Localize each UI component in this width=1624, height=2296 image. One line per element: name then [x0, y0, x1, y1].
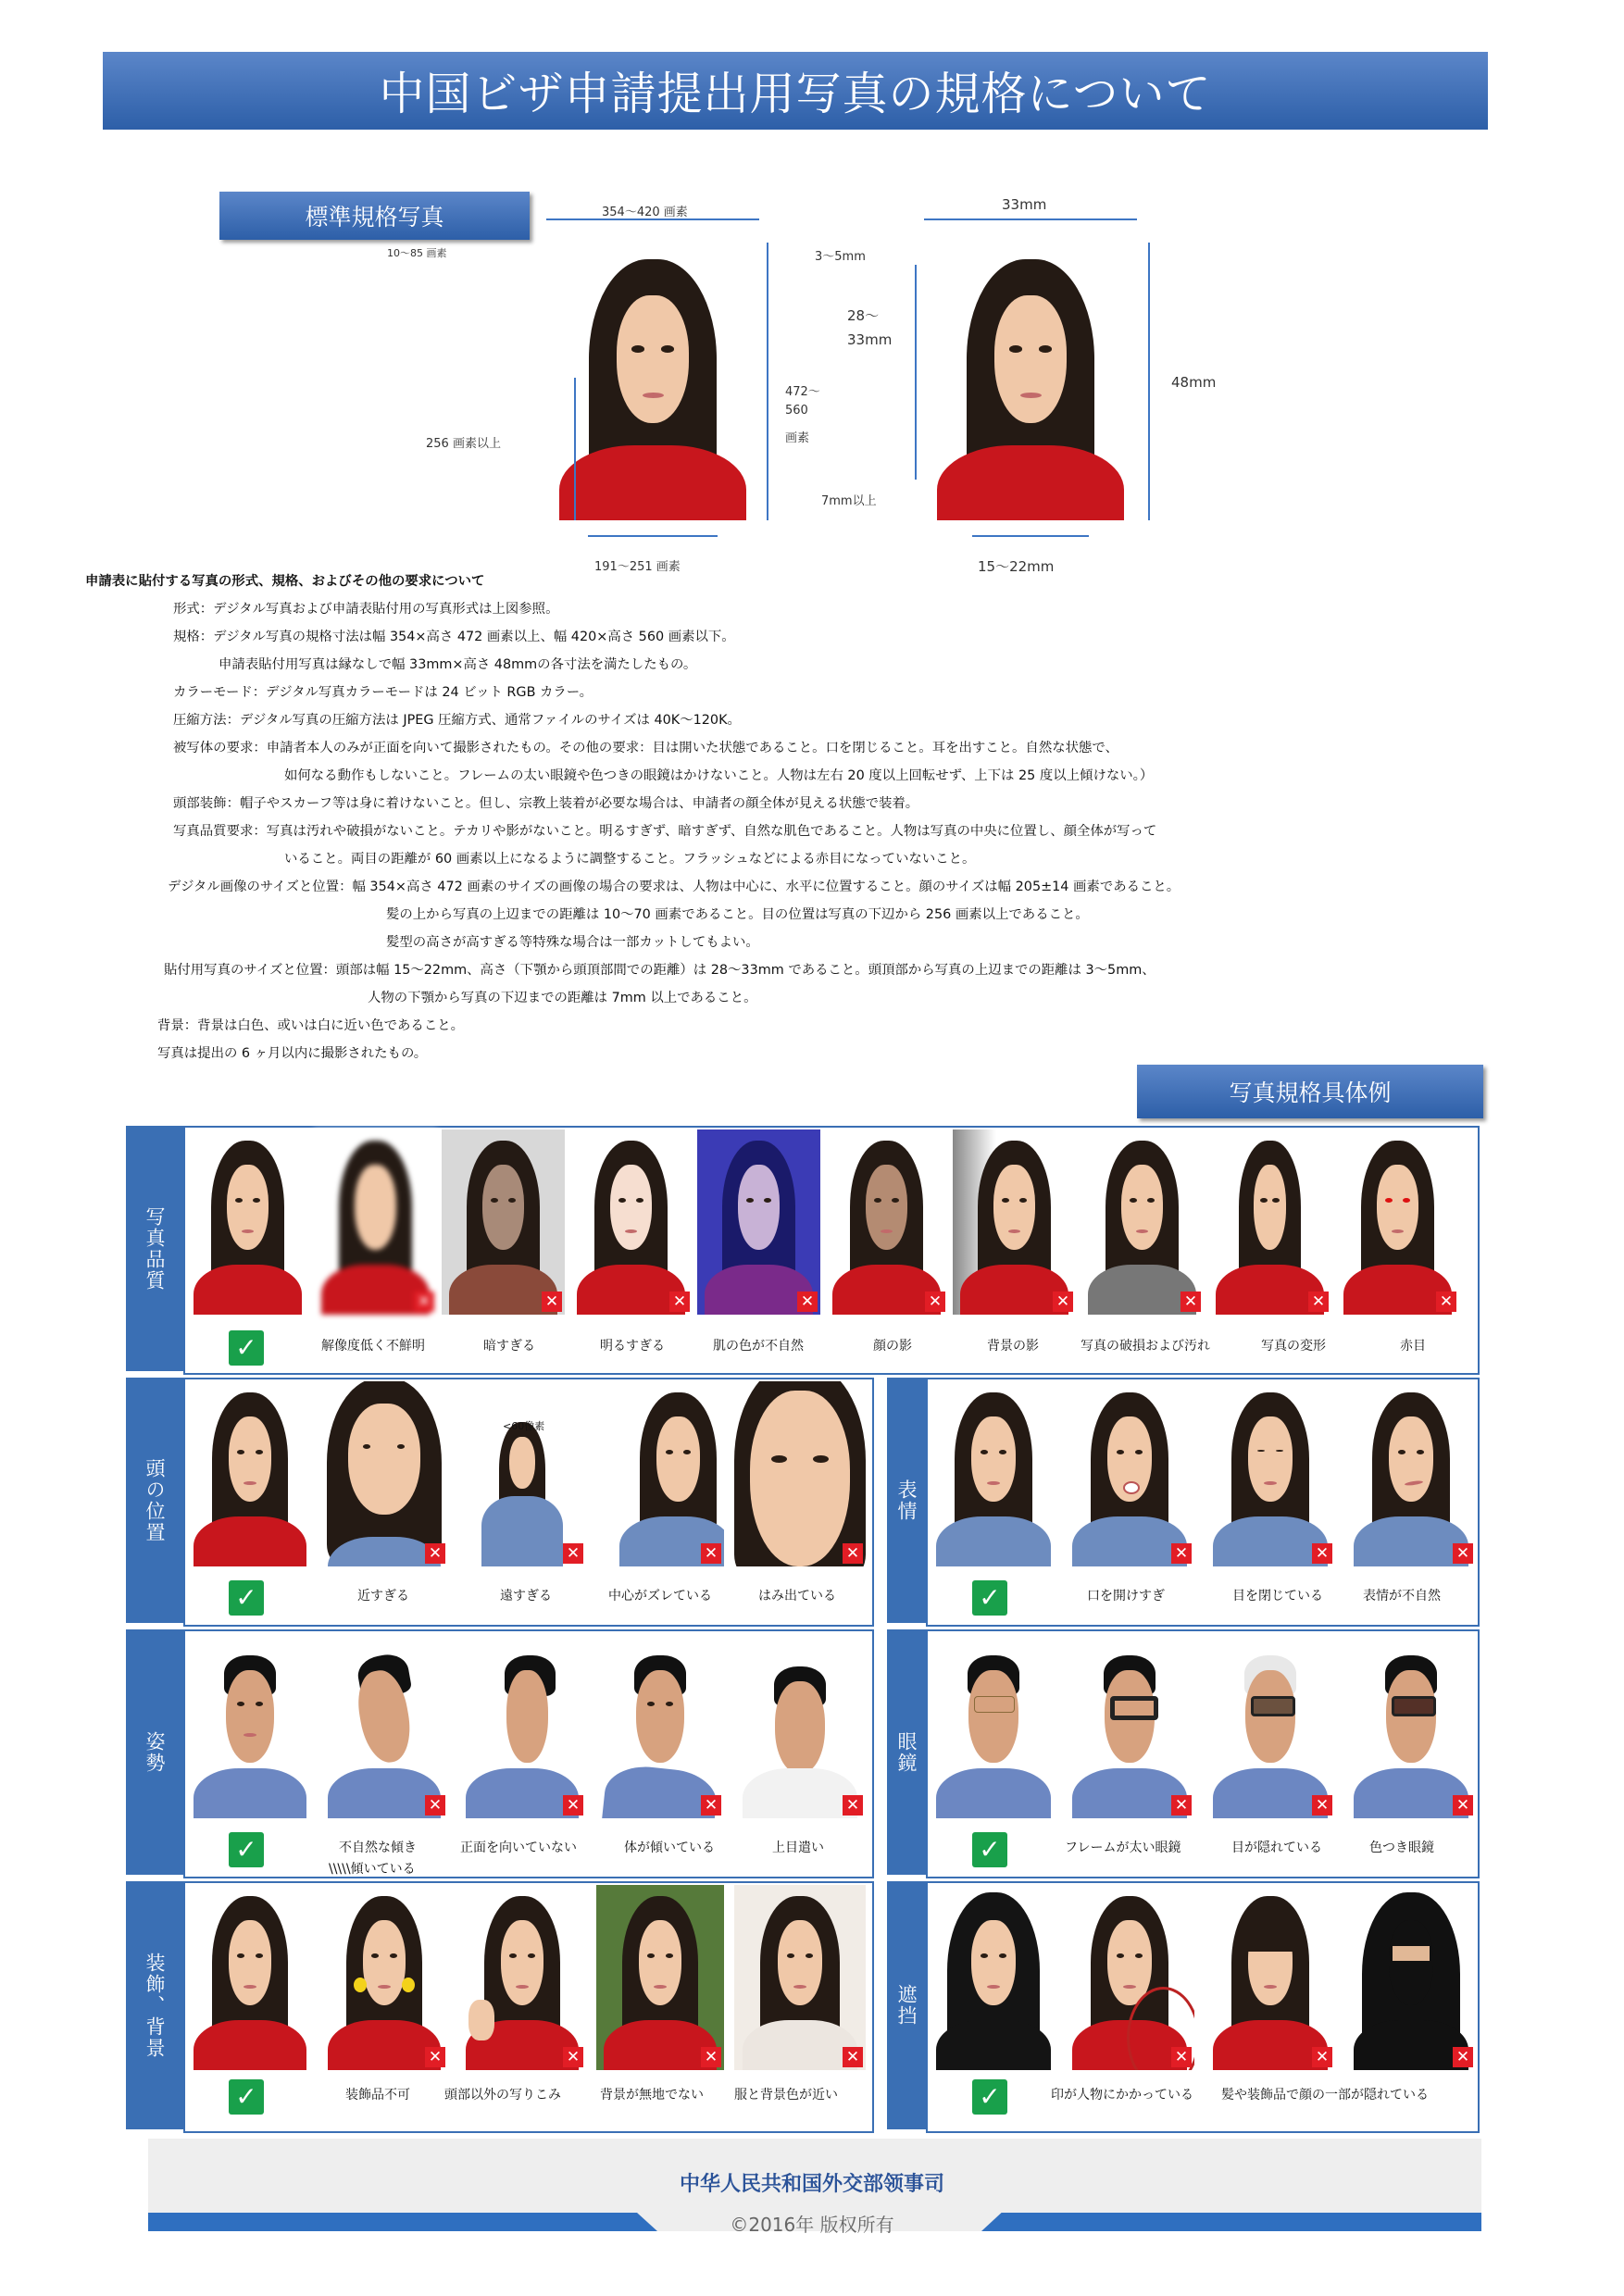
expression-label: 表情 [887, 1378, 926, 1623]
ng-mark-icon: ✕ [425, 1795, 445, 1816]
ng-mark-icon: ✕ [1436, 1292, 1456, 1312]
ng-mark-icon: ✕ [563, 1543, 583, 1564]
example-photo [697, 1129, 820, 1315]
spec-line: 如何なる動作もしないこと。フレームの太い眼鏡や色つきの眼鏡はかけないこと。人物は左右 20 度以上回転せず、上下は 25 度以上傾けない。） [284, 768, 1154, 783]
example-photo-ok [186, 1633, 314, 1818]
ng-mark-icon: ✕ [701, 2047, 721, 2067]
ok-check-icon: ✓ [972, 2079, 1007, 2115]
example-photo [1081, 1129, 1204, 1315]
example-photo [1346, 1885, 1476, 2070]
example-photo [458, 1381, 586, 1566]
dim-head-b: 33mm [847, 331, 893, 348]
example-photo [825, 1129, 948, 1315]
caption: 不自然な傾き [339, 1841, 417, 1855]
dim-top-mm: 3～5mm [815, 250, 866, 264]
example-photo [596, 1885, 724, 2070]
spec-line: 頭部装飾：帽子やスカーフ等は身に着けないこと。但し、宗教上装着が必要な場合は、申請者の顔全体が見える状態で装着。 [173, 796, 919, 811]
example-photo [1346, 1381, 1476, 1566]
spec-line: 貼付用写真のサイズと位置：頭部は幅 15～22mm、高さ（下顎から頭頂部間での距離）は 28～33mm であること。頭頂部から写真の上辺までの距離は 3～5mm、 [164, 963, 1156, 978]
caption: 赤目 [1400, 1339, 1426, 1354]
dim-line [972, 535, 1089, 537]
caption: 体が傾いている [624, 1841, 715, 1855]
caption: 解像度低く不鮮明 [321, 1339, 425, 1354]
ok-check-icon: ✓ [229, 2079, 264, 2115]
spec-line: 圧縮方法：デジタル写真の圧縮方法は JPEG 圧縮方式、通常ファイルのサイズは 40K～120K。 [173, 713, 741, 728]
example-photo [1336, 1129, 1459, 1315]
dim-face-width-pixels: 191～251 画素 [594, 560, 681, 574]
example-photo [442, 1129, 565, 1315]
example-photo [1065, 1633, 1194, 1818]
caption: フレームが太い眼鏡 [1065, 1841, 1181, 1855]
quality-label: 写真品質 [126, 1126, 183, 1371]
example-photo [1206, 1633, 1335, 1818]
ng-mark-icon: ✕ [669, 1292, 690, 1312]
footer-copyright: ©2016年 版权所有 [730, 2214, 894, 2236]
example-photo [320, 1633, 448, 1818]
spec-line: 人物の下顎から写真の下辺までの距離は 7mm 以上であること。 [368, 991, 757, 1005]
ok-check-icon: ✓ [229, 1330, 264, 1366]
glasses-label: 眼鏡 [887, 1629, 926, 1875]
ng-mark-icon: ✕ [1053, 1292, 1073, 1312]
example-photo-ok [929, 1381, 1058, 1566]
standard-photo-pixels [546, 243, 759, 520]
ng-mark-icon: ✕ [1181, 1292, 1201, 1312]
dim-chin-mm: 7mm以上 [821, 494, 877, 508]
example-photo [1206, 1381, 1335, 1566]
dim-line [924, 218, 1137, 220]
standard-photo-mm [924, 243, 1137, 520]
dim-width-mm: 33mm [1002, 196, 1047, 213]
head-position-label: 頭の位置 [126, 1378, 183, 1623]
caption: 口を開けすぎ [1087, 1589, 1165, 1603]
example-photo [1065, 1885, 1194, 2070]
ng-mark-icon: ✕ [425, 2047, 445, 2067]
caption: 肌の色が不自然 [713, 1339, 804, 1354]
spec-line: 写真品質要求：写真は汚れや破損がないこと。テカリや影がないこと。明るすぎず、暗すぎず、自然な肌色であること。人物は写真の中央に位置し、顔全体が写って [173, 824, 1157, 839]
ng-mark-icon: ✕ [797, 1292, 818, 1312]
decoration-label: 装飾、背景 [126, 1881, 183, 2129]
ng-mark-icon: ✕ [1171, 2047, 1192, 2067]
ng-mark-icon: ✕ [1171, 1543, 1192, 1564]
example-photo [1346, 1633, 1476, 1818]
ng-mark-icon: ✕ [843, 1795, 863, 1816]
caption: 目を閉じている [1232, 1589, 1323, 1603]
caption: 印が人物にかかっている [1051, 2088, 1193, 2103]
example-photo-ok [929, 1633, 1058, 1818]
example-photo [1208, 1129, 1331, 1315]
spec-line: 髪の上から写真の上辺までの距離は 10～70 画素であること。目の位置は写真の下辺から 256 画素以上であること。 [386, 907, 1089, 922]
ng-mark-icon: ✕ [925, 1292, 945, 1312]
ng-mark-icon: ✕ [425, 1543, 445, 1564]
spec-line: 髪型の高さが高すぎる等特殊な場合は一部カットしてもよい。 [386, 935, 759, 950]
caption: 頭部以外の写りこみ [444, 2088, 561, 2103]
caption: 目が隠れている [1231, 1841, 1322, 1855]
ng-mark-icon: ✕ [563, 2047, 583, 2067]
example-photo [953, 1129, 1076, 1315]
dim-eye-pixels: 256 画素以上 [426, 437, 501, 451]
ok-check-icon: ✓ [229, 1832, 264, 1867]
ng-mark-icon: ✕ [1171, 1795, 1192, 1816]
caption: 中心がズレている [608, 1589, 712, 1603]
caption: はみ出ている [758, 1589, 836, 1603]
ng-mark-icon: ✕ [1312, 2047, 1332, 2067]
occlusion-label: 遮挡 [887, 1881, 926, 2129]
example-photo [596, 1633, 724, 1818]
caption: 明るすぎる [600, 1339, 665, 1354]
caption: 服と背景色が近い [734, 2088, 838, 2103]
caption: 上目遣い [772, 1841, 824, 1855]
ok-check-icon: ✓ [972, 1832, 1007, 1867]
spec-line: 形式：デジタル写真および申請表貼付用の写真形式は上図参照。 [173, 602, 559, 617]
example-photo [314, 1129, 437, 1315]
ng-mark-icon: ✕ [1312, 1795, 1332, 1816]
example-photo [320, 1885, 448, 2070]
eye-distance-note: <60像素 [503, 1420, 545, 1432]
example-photo [1065, 1381, 1194, 1566]
example-photo-ok [186, 1885, 314, 2070]
dim-line [767, 243, 768, 520]
dim-top-pixels: 10～85 画素 [387, 247, 447, 259]
caption-extra: \\\\\傾いている [329, 1862, 416, 1877]
spec-heading: 申請表に貼付する写真の形式、規格、およびその他の要求について [85, 574, 485, 589]
ng-mark-icon: ✕ [1312, 1543, 1332, 1564]
caption: 近すぎる [357, 1589, 409, 1603]
caption: 表情が不自然 [1363, 1589, 1441, 1603]
example-photo [734, 1633, 866, 1818]
page-title: 中国ビザ申請提出用写真の規格について [103, 52, 1488, 130]
example-photo-ok [929, 1885, 1058, 2070]
ok-check-icon: ✓ [229, 1580, 264, 1616]
example-photo [734, 1381, 866, 1566]
caption: 遠すぎる [500, 1589, 552, 1603]
dim-height-c: 画素 [785, 431, 810, 445]
spec-line: 申請表貼付用写真は縁なしで幅 33mm×高さ 48mmの各寸法を満たしたもの。 [219, 657, 697, 672]
standard-photo-label: 標準規格写真 [219, 192, 530, 240]
posture-label: 姿勢 [126, 1629, 183, 1875]
dim-height-a: 472～ [785, 385, 820, 399]
caption: 髪や装飾品で顔の一部が隠れている [1221, 2088, 1429, 2103]
example-photo [734, 1885, 866, 2070]
caption: 背景の影 [987, 1339, 1039, 1354]
caption: 写真の破損および汚れ [1081, 1339, 1210, 1354]
spec-line: デジタル画像のサイズと位置：幅 354×高さ 472 画素のサイズの画像の場合の要求は、人物は中心に、水平に位置すること。顔のサイズは幅 205±14 画素であること。 [168, 880, 1181, 894]
ng-mark-icon: ✕ [542, 1292, 562, 1312]
ng-mark-icon: ✕ [1308, 1292, 1329, 1312]
ng-mark-icon: ✕ [414, 1292, 434, 1312]
ng-mark-icon: ✕ [1453, 1543, 1473, 1564]
caption: 顔の影 [873, 1339, 912, 1354]
ng-mark-icon: ✕ [1453, 2047, 1473, 2067]
spec-line: いること。両目の距離が 60 画素以上になるように調整すること。フラッシュなどによる赤目になっていないこと。 [284, 852, 976, 867]
ng-mark-icon: ✕ [701, 1543, 721, 1564]
dim-head-a: 28～ [847, 307, 880, 324]
dim-face-width-mm: 15～22mm [978, 558, 1055, 575]
example-photo [569, 1129, 693, 1315]
ng-mark-icon: ✕ [563, 1795, 583, 1816]
dim-height-b: 560 [785, 404, 808, 418]
example-photo [596, 1381, 724, 1566]
spec-line: 被写体の要求：申請者本人のみが正面を向いて撮影されたもの。その他の要求：目は開いた状態であること。口を閉じること。耳を出すこと。自然な状態で、 [173, 741, 1118, 755]
spec-line: 背景：背景は白色、或いは白に近い色であること。 [157, 1018, 464, 1033]
caption: 暗すぎる [483, 1339, 535, 1354]
dim-line [574, 378, 576, 520]
ok-check-icon: ✓ [972, 1580, 1007, 1616]
dim-line [1148, 243, 1150, 520]
ng-mark-icon: ✕ [1453, 1795, 1473, 1816]
ng-mark-icon: ✕ [843, 1543, 863, 1564]
caption: 色つき眼鏡 [1369, 1841, 1434, 1855]
caption: 写真の変形 [1261, 1339, 1326, 1354]
example-photo-ok [186, 1381, 314, 1566]
dim-line [915, 265, 917, 480]
ng-mark-icon: ✕ [701, 1795, 721, 1816]
examples-label: 写真規格具体例 [1137, 1065, 1483, 1118]
caption: 装飾品不可 [345, 2088, 410, 2103]
spec-line: カラーモード：デジタル写真カラーモードは 24 ビット RGB カラー。 [173, 685, 593, 700]
example-photo [458, 1633, 586, 1818]
spec-line: 規格：デジタル写真の規格寸法は幅 354×高さ 472 画素以上、幅 420×高さ 560 画素以下。 [173, 630, 735, 644]
caption: 背景が無地でない [600, 2088, 704, 2103]
example-photo [1206, 1885, 1335, 2070]
caption: 正面を向いていない [460, 1841, 577, 1855]
footer-org: 中华人民共和国外交部领事司 [679, 2173, 944, 2196]
example-photo [458, 1885, 586, 2070]
dim-line [588, 535, 718, 537]
dim-height-mm: 48mm [1171, 374, 1217, 391]
dim-width-pixels: 354～420 画素 [602, 206, 688, 219]
ng-mark-icon: ✕ [843, 2047, 863, 2067]
spec-line: 写真は提出の 6 ヶ月以内に撮影されたもの。 [157, 1046, 428, 1061]
example-photo-ok [186, 1129, 309, 1315]
example-photo [320, 1381, 448, 1566]
